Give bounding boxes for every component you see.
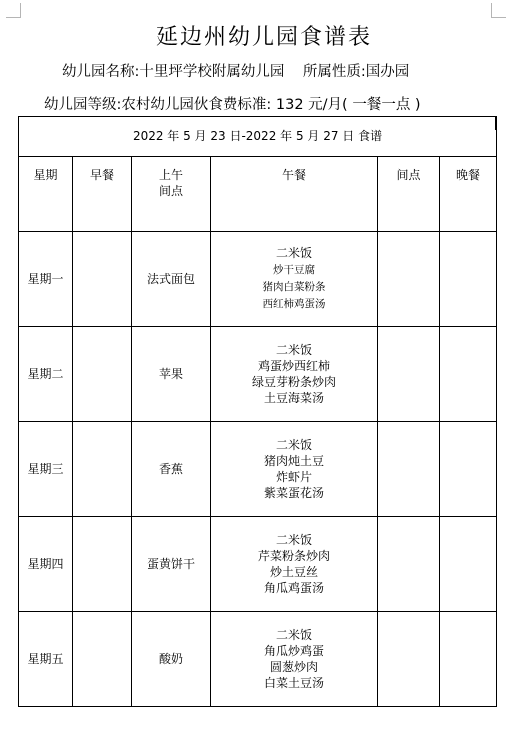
dinner-cell [440, 422, 497, 517]
snack-cell: 酸奶 [132, 612, 211, 707]
dinner-cell [440, 232, 497, 327]
dinner-cell [440, 327, 497, 422]
afternoon-snack-cell [378, 422, 440, 517]
lunch-item: 角瓜鸡蛋汤 [263, 581, 324, 596]
page-corner-mark-left [6, 3, 21, 18]
afternoon-snack-cell [378, 517, 440, 612]
afternoon-snack-cell [378, 232, 440, 327]
lunch-item: 土豆海菜汤 [263, 391, 324, 406]
header-row [19, 157, 497, 232]
snack-cell: 法式面包 [132, 232, 211, 327]
afternoon-snack-cell [378, 327, 440, 422]
lunch-item: 炒干豆腐 [273, 263, 315, 276]
day-cell: 星期五 [19, 612, 73, 707]
lunch-cell [211, 232, 378, 327]
lunch-cell [211, 517, 378, 612]
breakfast-cell [73, 612, 132, 707]
page-corner-mark-right [491, 3, 506, 18]
header-breakfast: 早餐 [73, 157, 132, 232]
header-morning-snack-line2: 间点 [158, 184, 183, 199]
header-dinner: 晚餐 [440, 157, 497, 232]
snack-cell: 蛋黄饼干 [132, 517, 211, 612]
lunch-item: 白菜土豆汤 [263, 676, 324, 691]
lunch-item: 二米饭 [275, 532, 312, 547]
lunch-item: 炒土豆丝 [269, 565, 318, 579]
afternoon-snack-cell [378, 612, 440, 707]
day-cell: 星期一 [19, 232, 73, 327]
lunch-item: 角瓜炒鸡蛋 [263, 643, 324, 658]
breakfast-cell [73, 422, 132, 517]
lunch-item: 鸡蛋炒西红柿 [257, 358, 330, 373]
lunch-item: 绿豆芽粉条炒肉 [251, 375, 336, 389]
table-row [19, 422, 497, 517]
fee-standard-line: 幼儿园等级:农村幼儿园伙食费标准: 132 元/月( 一餐一点 ) [44, 97, 421, 113]
lunch-item: 猪肉白菜粉条 [262, 280, 326, 293]
lunch-cell [211, 612, 378, 707]
lunch-item: 紫菜蛋花汤 [263, 486, 324, 501]
lunch-item: 圆葱炒肉 [269, 660, 318, 674]
table-row [19, 612, 497, 707]
header-morning-snack-line1: 上午 [158, 168, 183, 182]
header-morning-snack [132, 157, 211, 232]
breakfast-cell [73, 517, 132, 612]
header-lunch: 午餐 [211, 157, 378, 232]
lunch-cell [211, 327, 378, 422]
lunch-item: 猪肉炖土豆 [263, 453, 324, 468]
day-cell: 星期四 [19, 517, 73, 612]
table-row [19, 232, 497, 327]
table-row [19, 517, 497, 612]
lunch-item: 炸虾片 [275, 470, 312, 484]
header-day: 星期 [19, 157, 73, 232]
breakfast-cell [73, 232, 132, 327]
document-title: 延边州幼儿园食谱表 [155, 25, 372, 50]
lunch-item: 二米饭 [275, 342, 312, 357]
date-range-row [19, 117, 497, 157]
lunch-item: 二米饭 [275, 627, 312, 642]
dinner-cell [440, 517, 497, 612]
breakfast-cell [73, 327, 132, 422]
day-cell: 星期二 [19, 327, 73, 422]
lunch-cell [211, 422, 378, 517]
lunch-item: 西红柿鸡蛋汤 [262, 297, 326, 310]
date-range-cell: 2022 年 5 月 23 日-2022 年 5 月 27 日 食谱 [19, 117, 497, 157]
table-row [19, 327, 497, 422]
menu-table [18, 116, 497, 707]
lunch-item: 二米饭 [275, 437, 312, 452]
snack-cell: 苹果 [132, 327, 211, 422]
snack-cell: 香蕉 [132, 422, 211, 517]
header-afternoon-snack: 间点 [378, 157, 440, 232]
day-cell: 星期三 [19, 422, 73, 517]
lunch-item: 芹菜粉条炒肉 [257, 548, 330, 563]
lunch-item: 二米饭 [275, 246, 312, 261]
dinner-cell [440, 612, 497, 707]
kindergarten-info-line: 幼儿园名称:十里坪学校附属幼儿园 所属性质:国办园 [62, 64, 410, 80]
